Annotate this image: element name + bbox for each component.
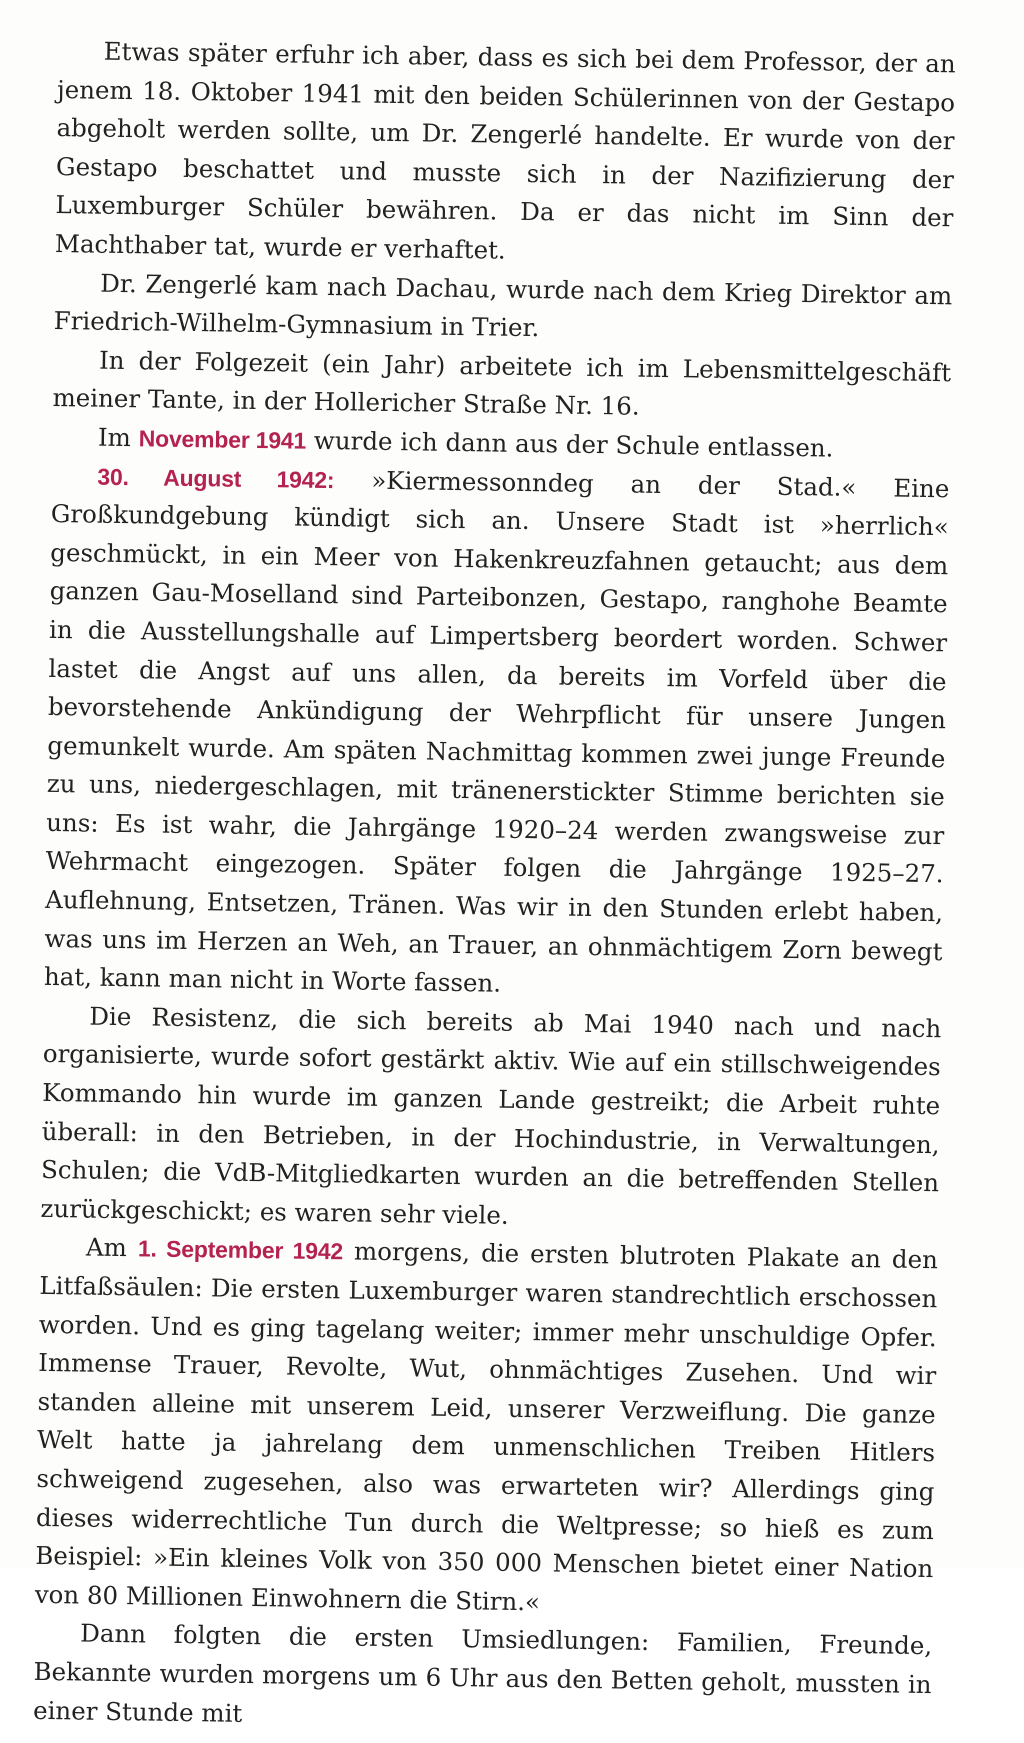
- paragraph-text: »Kiermessonndeg an der Stad.« Eine Großkundgebung kündigt sich an. Unsere Stadt ist »herrlich« geschmückt, in ein Meer von Hakenkreuzfahnen getaucht; aus dem ganzen Gau-Moselland sind Parteibonzen, Gestapo, ranghohe Beamte in die Ausstellungshalle auf Limpertsberg beordert worden. Schwer lastet die Angst auf uns allen, da bereits im Vorfeld über die bevorstehende Ankündigung der Wehrpflicht für unsere Jungen gemunkelt wurde. Am späten Nachmittag kommen zwei junge Freunde zu uns, niedergeschlagen, mit tränenerstickter Stimme berichten sie uns: Es ist wahr, die Jahrgänge 1920–24 werden zwangsweise zur Wehrmacht eingezogen. Später folgen die Jahrgänge 1925–27. Auflehnung, Entsetzen, Tränen. Was wir in den Stunden erlebt haben, was uns im Herzen an Weh, an Trauer, an ohnmächtigem Zorn bewegt hat, kann man nicht in Worte fassen.: [43, 464, 950, 998]
- body-text: [33, 32, 956, 1743]
- paragraph-30-august-1942: [44, 456, 950, 1010]
- paragraph-text: In der Folgezeit (ein Jahr) arbeitete ich im Lebensmittelgeschäft meiner Tante, in der Hollericher Straße Nr. 16.: [52, 345, 952, 422]
- paragraph-text: Am: [85, 1232, 139, 1263]
- date-highlight: November 1941: [138, 425, 307, 454]
- date-highlight: 1. September 1942: [137, 1235, 344, 1265]
- paragraph-text: Im: [97, 422, 139, 453]
- paragraph-text: morgens, die ersten blutroten Plakate an den Litfaßsäulen: Die ersten Luxemburger waren standrechtlich erschossen worden. Und es ging tagelang weiter; immer mehr unschuldige Opfer. Immense Trauer, Revolte, Wut, ohnmächtiges Zusehen. Und wir standen alleine mit unserem Leid, unserer Verzweiflung. Die ganze Welt hatte ja jahrelang dem unmenschlichen Treiben Hitlers schweigend zugesehen, also was erwarteten wir? Allerdings ging dieses widerrechtliche Tun durch die Weltpresse; so hieß es zum Beispiel: »Ein kleines Volk von 350 000 Menschen bietet einer Nation von 80 Millionen Einwohnern die Stirn.«: [34, 1236, 939, 1617]
- paragraph-umsiedlungen: [33, 1614, 933, 1743]
- paragraph-folgezeit: [52, 341, 951, 432]
- paragraph-text: Etwas später erfuhr ich aber, dass es sich bei dem Professor, der an jenem 18. Oktober 1941 mit den beiden Schülerinnen von der Gestapo abgeholt werden sollte, um Dr. Zengerlé handelte. Er wurde von der Gestapo beschattet und musste sich in der Nazifizierung der Luxemburger Schüler bewähren. Da er das nicht im Sinn der Machthaber tat, wurde er verhaftet.: [54, 36, 956, 265]
- paragraph-resistenz: [40, 997, 941, 1242]
- date-highlight: 30. August 1942:: [97, 463, 335, 493]
- paragraph-text: Die Resistenz, die sich bereits ab Mai 1940 nach und nach organisierte, wurde sofort gestärkt aktiv. Wie auf ein stillschweigendes Kommando hin wurde im ganzen Lande gestreikt; die Arbeit ruhte überall: in den Betrieben, in der Hochindustrie, in Verwaltungen, Schulen; die VdB-Mitgliedkarten wurden an die betreffenden Stellen zurückgeschickt; es waren sehr viele.: [40, 1001, 942, 1230]
- paragraph-dachau: [53, 264, 952, 355]
- paragraph-text: wurde ich dann aus der Schule entlassen.: [305, 425, 834, 463]
- paragraph-text: Dr. Zengerlé kam nach Dachau, wurde nach dem Krieg Direktor am Friedrich-Wilhelm-Gymnasium in Trier.: [53, 268, 953, 343]
- paragraph-text: Dann folgten die ersten Umsiedlungen: Familien, Freunde, Bekannte wurden morgens um 6 Uhr aus den Betten geholt, mussten in einer Stunde mit: [32, 1618, 933, 1728]
- paragraph-zengerle-arrest: [55, 32, 956, 277]
